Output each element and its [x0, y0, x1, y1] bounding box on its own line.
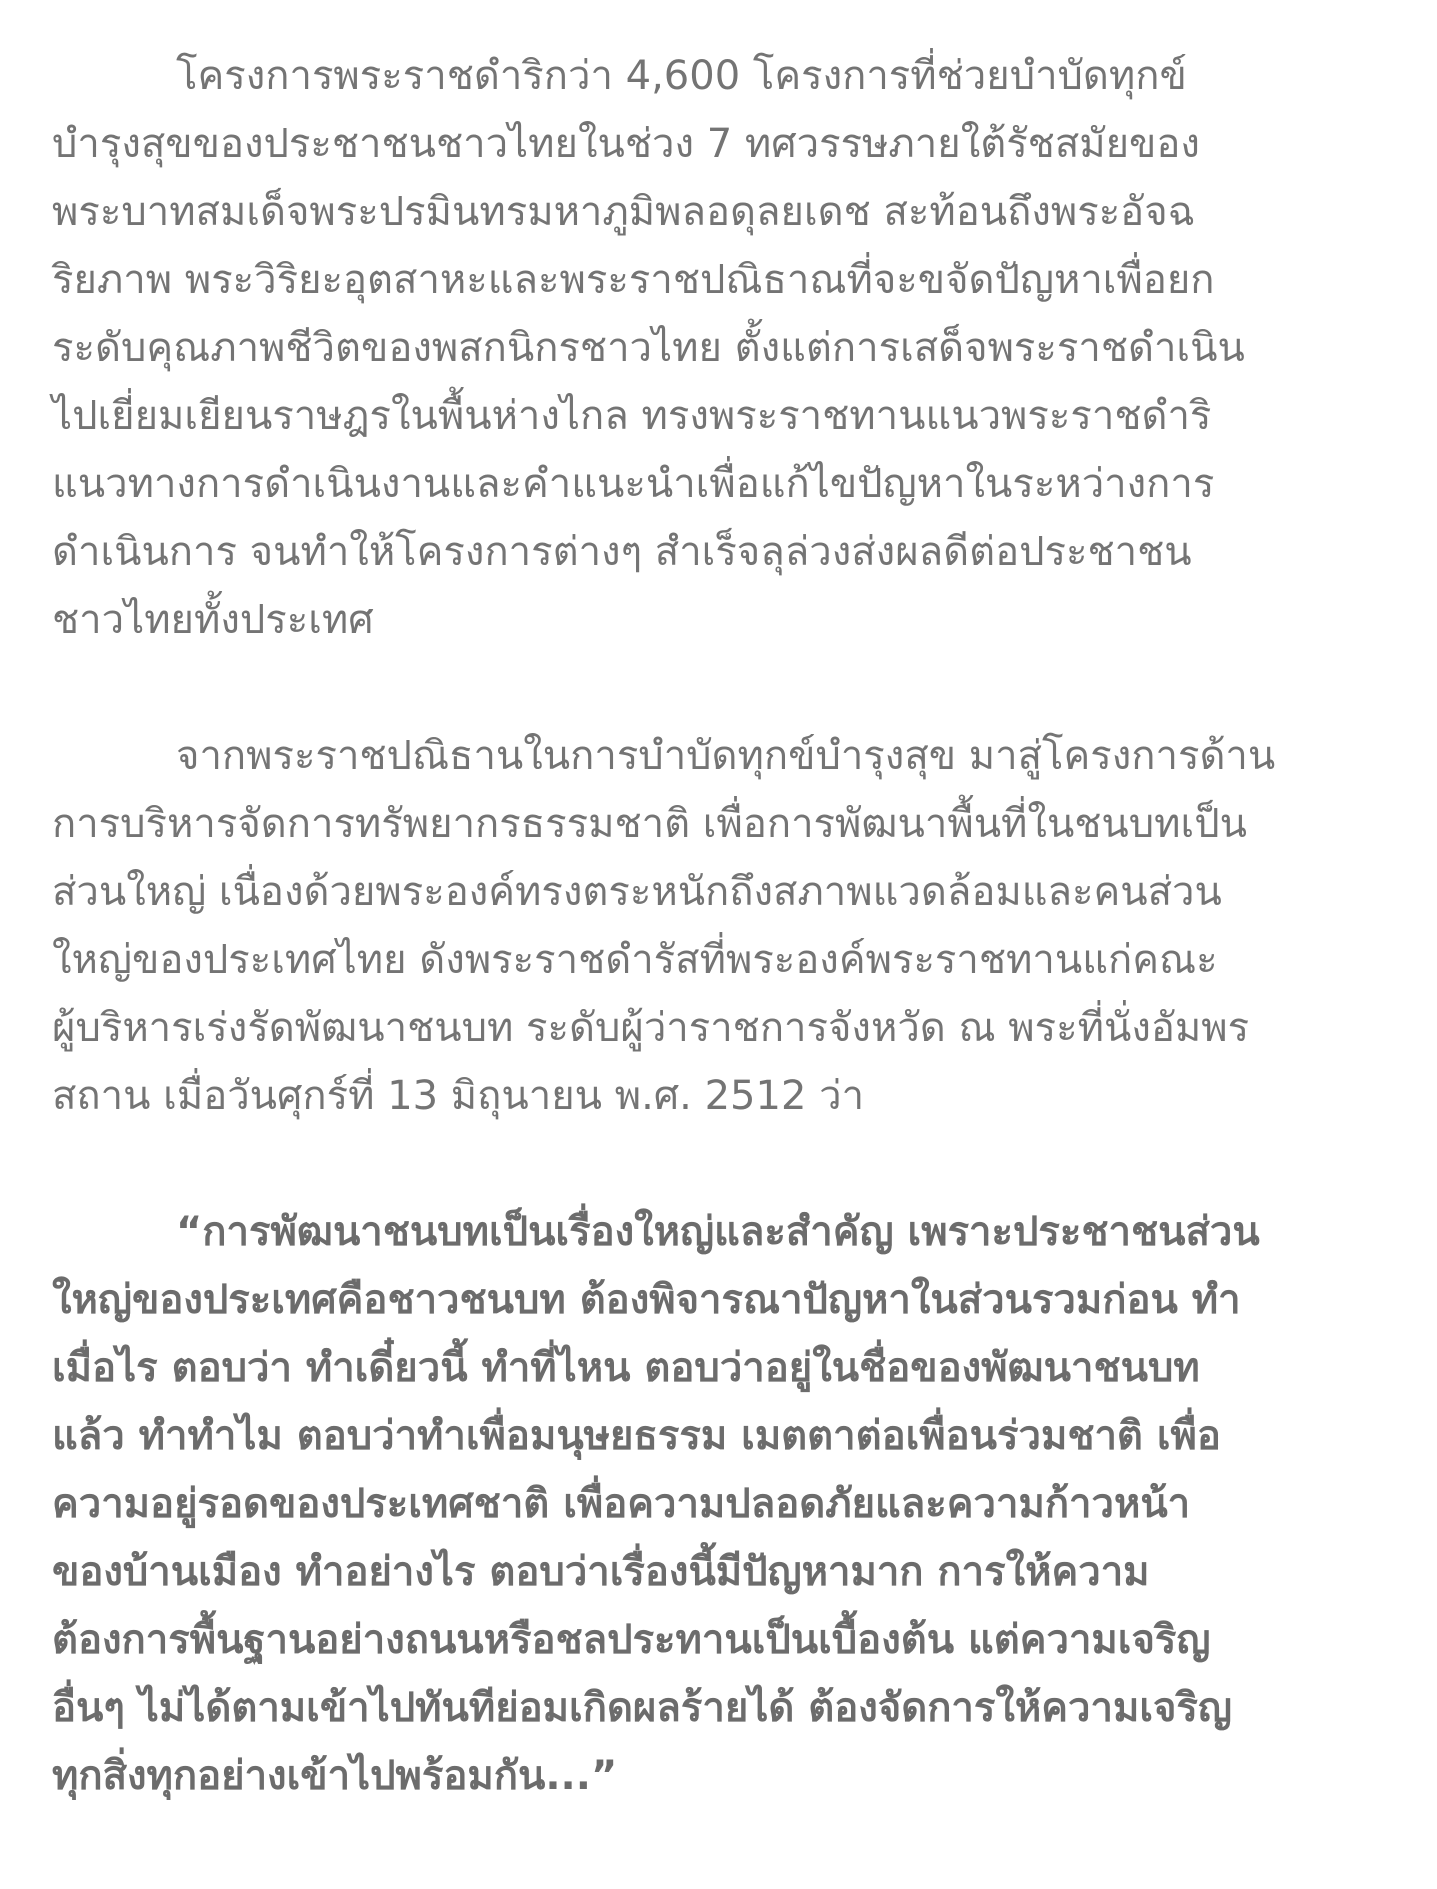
quote-line: “การพัฒนาชนบทเป็นเรื่องใหญ่และสำคัญ เพราะประชาชนส่วน — [176, 1209, 1260, 1255]
paragraph-line: จากพระราชปณิธานในการบำบัดทุกข์บำรุงสุข มาสู่โครงการด้าน — [176, 733, 1276, 779]
quote-line: ทุกสิ่งทุกอย่างเข้าไปพร้อมกัน...” — [52, 1753, 618, 1799]
quote-line: อื่นๆ ไม่ได้ตามเข้าไปทันทีย่อมเกิดผลร้ายได้ ต้องจัดการให้ความเจริญ — [52, 1685, 1232, 1731]
quote-line: ใหญ่ของประเทศคือชาวชนบท ต้องพิจารณาปัญหาในส่วนรวมก่อน ทำ — [52, 1277, 1241, 1323]
paragraph-line: ใหญ่ของประเทศไทย ดังพระราชดำรัสที่พระองค์พระราชทานแก่คณะ — [52, 937, 1218, 983]
paragraph-line: การบริหารจัดการทรัพยากรธรรมชาติ เพื่อการพัฒนาพื้นที่ในชนบทเป็น — [52, 801, 1247, 847]
paragraph-line: ไปเยี่ยมเยียนราษฎรในพื้นห่างไกล ทรงพระราชทานแนวพระราชดำริ — [52, 393, 1212, 439]
paragraph-line: แนวทางการดำเนินงานและคำแนะนำเพื่อแก้ไขปัญหาในระหว่างการ — [52, 461, 1215, 507]
paragraph-line: ชาวไทยทั้งประเทศ — [52, 597, 374, 643]
quote-line: ความอยู่รอดของประเทศชาติ เพื่อความปลอดภัยและความก้าวหน้า — [52, 1481, 1191, 1527]
quote-line: แล้ว ทำทำไม ตอบว่าทำเพื่อมนุษยธรรม เมตตาต่อเพื่อนร่วมชาติ เพื่อ — [52, 1413, 1221, 1459]
paragraph-royal-projects — [52, 42, 1397, 654]
article-body — [52, 42, 1397, 1810]
paragraph-line: ระดับคุณภาพชีวิตของพสกนิกรชาวไทย ตั้งแต่การเสด็จพระราชดำเนิน — [52, 325, 1245, 371]
paragraph-line: โครงการพระราชดำริกว่า 4,600 โครงการที่ช่วยบำบัดทุกข์ — [176, 53, 1187, 99]
paragraph-line: สถาน เมื่อวันศุกร์ที่ 13 มิถุนายน พ.ศ. 2512 ว่า — [52, 1073, 865, 1119]
paragraph-line: ริยภาพ พระวิริยะอุตสาหะและพระราชปณิธาณที่จะขจัดปัญหาเพื่อยก — [52, 257, 1215, 303]
paragraph-natural-resources — [52, 722, 1397, 1130]
paragraph-line: ผู้บริหารเร่งรัดพัฒนาชนบท ระดับผู้ว่าราชการจังหวัด ณ พระที่นั่งอัมพร — [52, 1005, 1250, 1051]
paragraph-line: ดำเนินการ จนทำให้โครงการต่างๆ สำเร็จลุล่วงส่งผลดีต่อประชาชน — [52, 529, 1192, 575]
royal-speech-quote — [52, 1198, 1397, 1810]
paragraph-line: พระบาทสมเด็จพระปรมินทรมหาภูมิพลอดุลยเดช สะท้อนถึงพระอัจฉ — [52, 189, 1195, 235]
paragraph-line: บำรุงสุขของประชาชนชาวไทยในช่วง 7 ทศวรรษภายใต้รัชสมัยของ — [52, 121, 1200, 167]
quote-line: ของบ้านเมือง ทำอย่างไร ตอบว่าเรื่องนี้มีปัญหามาก การให้ความ — [52, 1549, 1150, 1595]
quote-line: ต้องการพื้นฐานอย่างถนนหรือชลประทานเป็นเบื้องต้น แต่ความเจริญ — [52, 1617, 1211, 1663]
paragraph-line: ส่วนใหญ่ เนื่องด้วยพระองค์ทรงตระหนักถึงสภาพแวดล้อมและคนส่วน — [52, 869, 1222, 915]
paragraph-spacer — [52, 1130, 1397, 1198]
quote-line: เมื่อไร ตอบว่า ทำเดี๋ยวนี้ ทำที่ไหน ตอบว่าอยู่ในชื่อของพัฒนาชนบท — [52, 1345, 1200, 1391]
paragraph-spacer — [52, 654, 1397, 722]
